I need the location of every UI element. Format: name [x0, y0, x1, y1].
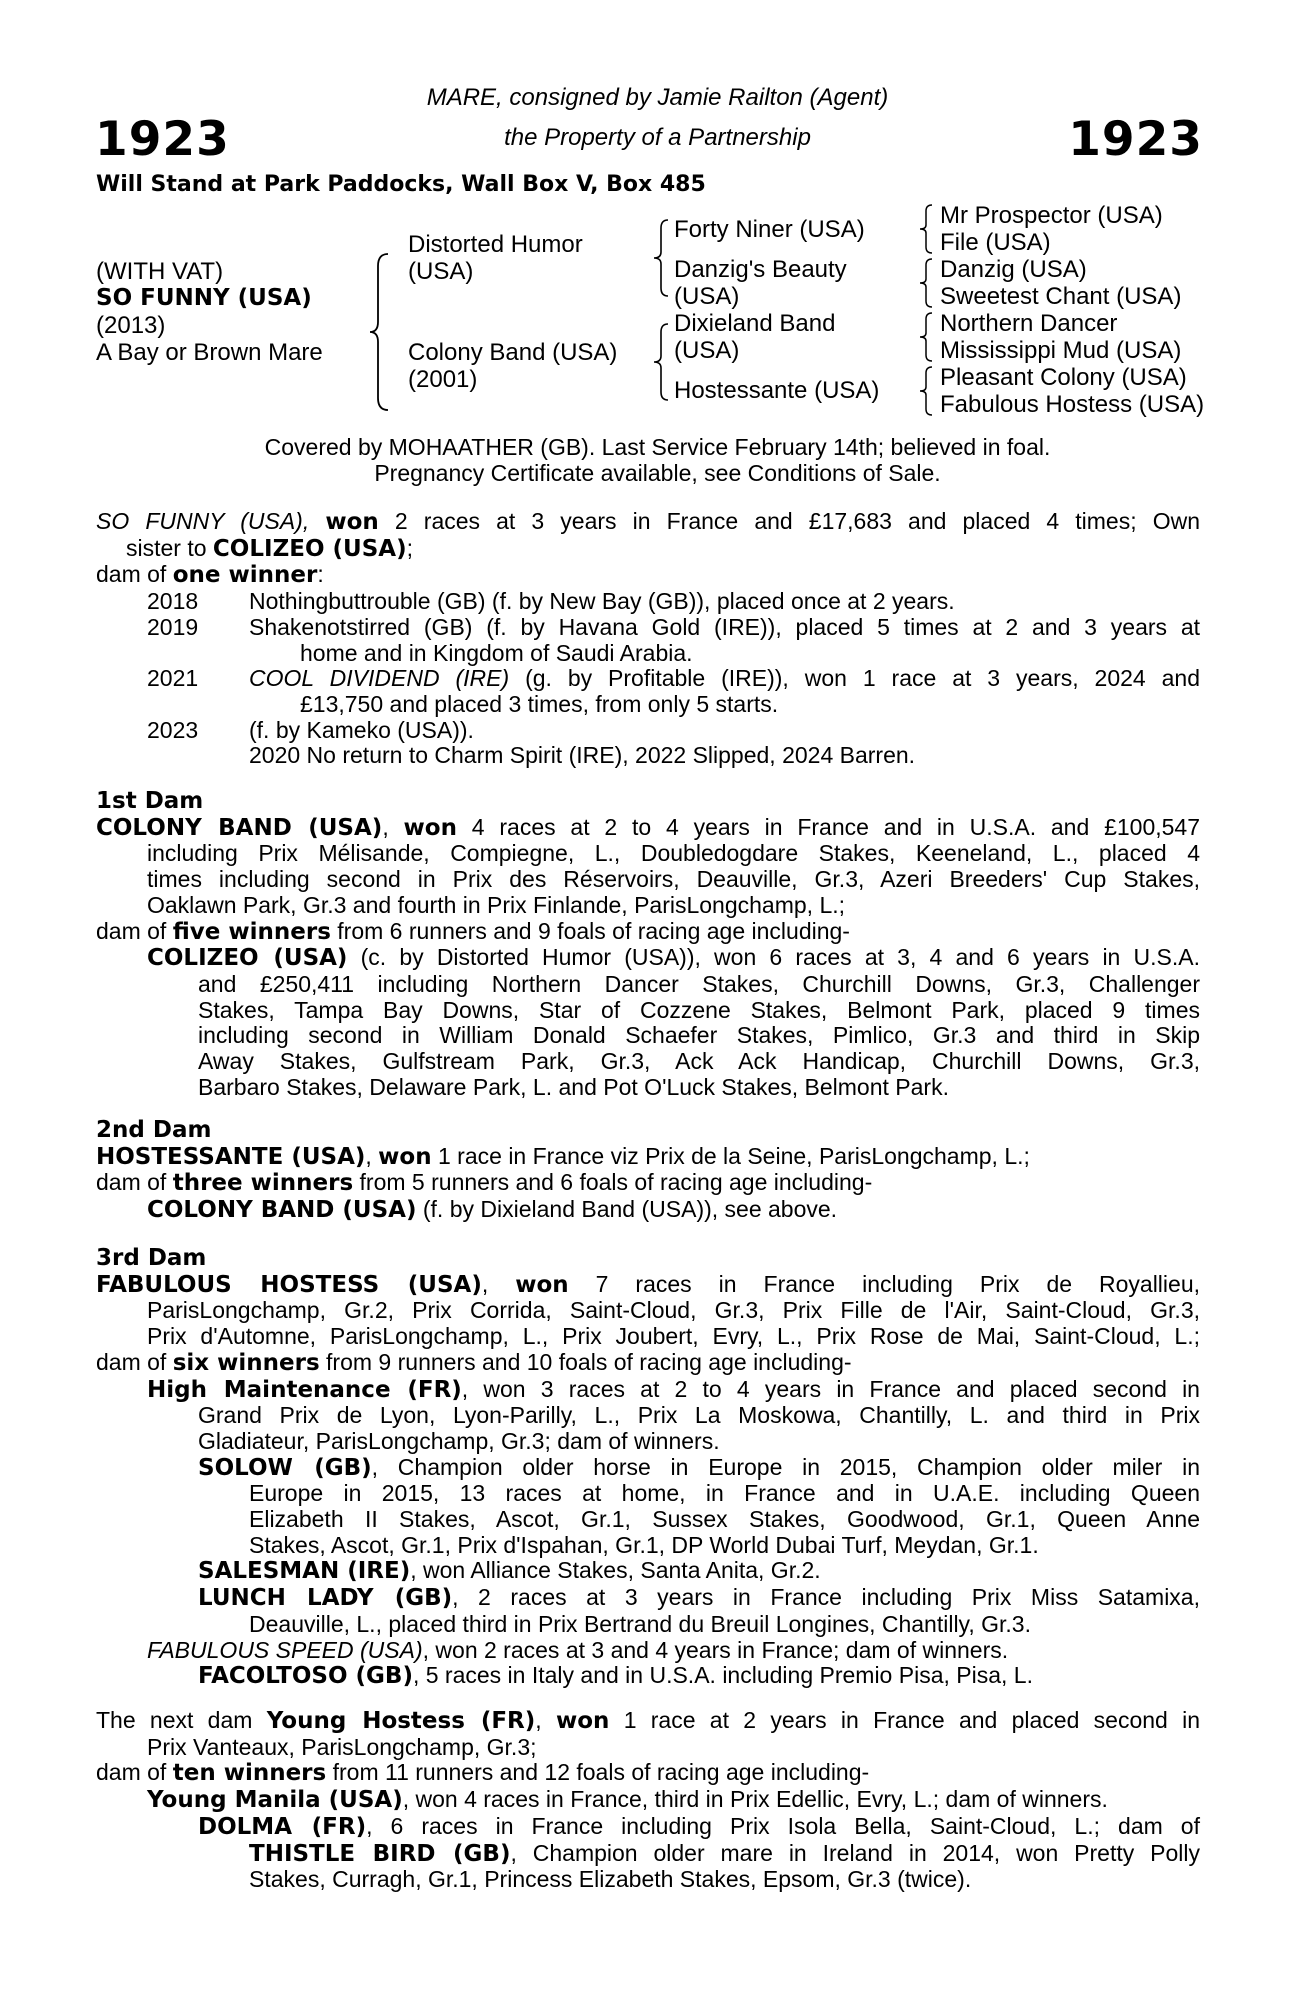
lunch-lady-line-1: , 2 races at 3 years in France including Prix Miss Satamixa,	[452, 1584, 1200, 1611]
dam-sire-line2: (USA)	[674, 337, 740, 364]
first-dam-line-2: including Prix Mélisande, Compiegne, L., Doubledogdare Stakes, Keeneland, L., placed 4	[147, 840, 1200, 867]
progeny-row	[96, 615, 1200, 666]
sire-sire: Forty Niner (USA)	[674, 216, 865, 243]
pedigree-brace-ds	[918, 311, 934, 363]
first-dam-line-3: times including second in Prix des Réservoirs, Deauville, Gr.3, Azeri Breeders' Cup Stakes,	[147, 866, 1200, 893]
solow-line-2: Europe in 2015, 13 races at home, in France and in U.A.E. including Queen	[249, 1480, 1200, 1507]
colizeo-line-2: and £250,411 including Northern Dancer Stakes, Churchill Downs, Gr.3, Challenger	[198, 970, 1200, 997]
progeny-row	[96, 666, 1200, 717]
next-dam-section: The next dam Young Hostess (FR), won 1 race at 2 years in France and placed second in Prix Vanteaux, ParisLongchamp, Gr.3; dam of ten winners from 11 runners and 12 foals of racing age including- Young Manila (USA), won 4 races in France, third in Prix Edellic, Evry, L.; dam of winners. DOLMA (FR), 6 races in France including Prix Isola Bella, Saint-Cloud, L.; dam of THISTLE BIRD (GB), Champion older mare in Ireland in 2014, won Pretty Polly Stakes, Curragh, Gr.1, Princess Elizabeth Stakes, Epsom, Gr.3 (twice).	[96, 1707, 1201, 1893]
salesman-rest: , won Alliance Stakes, Santa Anita, Gr.2.	[410, 1557, 821, 1584]
won-label: won	[378, 1143, 432, 1170]
progeny-text: (f. by Kameko (USA)).	[249, 716, 474, 743]
dolma-name: DOLMA (FR)	[198, 1813, 367, 1840]
progeny-note: 2020 No return to Charm Spirit (IRE), 2022 Slipped, 2024 Barren.	[249, 742, 916, 769]
progeny-year: 2021	[147, 665, 199, 692]
dam-sire-line1: Dixieland Band	[674, 310, 836, 337]
dam-dam: Hostessante (USA)	[674, 377, 880, 404]
intro-line-2: sister to	[126, 534, 207, 561]
facoltoso-rest: , 5 races in Italy and in U.S.A. including Premio Pisa, Pisa, L.	[412, 1662, 1033, 1689]
pedigree-brace-sire	[652, 218, 670, 298]
young-hostess-name: Young Hostess (FR)	[266, 1708, 536, 1734]
dam-name-line1: Colony Band (USA)	[408, 339, 618, 366]
second-dam-name: HOSTESSANTE (USA)	[96, 1143, 366, 1170]
colizeo-name: COLIZEO (USA)	[147, 945, 348, 972]
young-manila-rest: , won 4 races in France, third in Prix Edellic, Evry, L.; dam of winners.	[402, 1786, 1108, 1813]
covered-line-1: Covered by MOHAATHER (GB). Last Service February 14th; believed in foal.	[264, 434, 1051, 460]
pedigree-brace-dam	[652, 322, 670, 402]
horse-name: SO FUNNY (USA)	[96, 285, 312, 311]
dam-of-label: dam of	[96, 1759, 167, 1786]
high-maintenance-line-1: , won 3 races at 2 to 4 years in France and placed second in	[461, 1375, 1200, 1402]
covered-line-2: Pregnancy Certificate available, see Conditions of Sale.	[374, 460, 941, 486]
fabulous-speed-name: FABULOUS SPEED (USA)	[147, 1636, 423, 1663]
colizeo-line-5: Away Stakes, Gulfstream Park, Gr.3, Ack Ack Handicap, Churchill Downs, Gr.3,	[198, 1048, 1200, 1075]
pedigree-brace-dd	[918, 365, 934, 417]
stand-location: Will Stand at Park Paddocks, Wall Box V, Box 485	[96, 172, 706, 197]
dam-of-rest: from 9 runners and 10 foals of racing age including-	[326, 1348, 852, 1375]
winners-count: ten winners	[172, 1760, 327, 1787]
pedigree-brace-sd	[918, 257, 934, 309]
progeny-name: COOL DIVIDEND (IRE)	[249, 665, 510, 692]
progeny-text: home and in Kingdom of Saudi Arabia.	[300, 639, 693, 666]
dam-of-rest: from 5 runners and 6 foals of racing age including-	[359, 1169, 873, 1196]
first-dam-heading: 1st Dam	[96, 788, 204, 814]
horse-year: (2013)	[96, 312, 166, 339]
fabulous-speed-rest: , won 2 races at 3 and 4 years in France; dam of winners.	[422, 1636, 1009, 1663]
third-dam-line-1: 7 races in France including Prix de Royallieu,	[595, 1270, 1201, 1297]
winners-count: six winners	[172, 1349, 320, 1376]
third-dam-line-2: ParisLongchamp, Gr.2, Prix Corrida, Saint-Cloud, Gr.3, Prix Fille de l'Air, Saint-Cloud, Gr.3,	[147, 1297, 1200, 1324]
sister-name: COLIZEO (USA)	[212, 535, 407, 562]
third-dam-name: FABULOUS HOSTESS (USA)	[96, 1271, 482, 1298]
dam-of-colon: :	[317, 561, 324, 588]
horse-vat: (WITH VAT)	[96, 258, 224, 285]
thistle-bird-name: THISTLE BIRD (GB)	[249, 1840, 511, 1867]
won-label: won	[555, 1708, 610, 1734]
colony-band-name: COLONY BAND (USA)	[147, 1197, 417, 1224]
pedigree-ssd: File (USA)	[940, 229, 1051, 256]
next-dam-label: The next dam	[96, 1707, 253, 1733]
solow-name: SOLOW (GB)	[198, 1454, 372, 1481]
pedigree-dsd: Mississippi Mud (USA)	[940, 337, 1182, 364]
thistle-bird-line-1: , Champion older mare in Ireland in 2014, won Pretty Polly	[510, 1839, 1200, 1866]
progeny-year: 2023	[147, 716, 199, 743]
solow-line-3: Elizabeth II Stakes, Ascot, Gr.1, Sussex Stakes, Goodwood, Gr.1, Queen Anne	[249, 1506, 1200, 1533]
dam-name-line2: (2001)	[408, 366, 478, 393]
pedigree-ddd: Fabulous Hostess (USA)	[940, 391, 1205, 418]
horse-description: A Bay or Brown Mare	[96, 339, 323, 366]
progeny-row	[96, 589, 1200, 615]
won-label: won	[403, 814, 457, 841]
sire-name-line1: Distorted Humor	[408, 231, 583, 258]
dam-of-label: dam of	[96, 1169, 167, 1196]
solow-line-4: Stakes, Ascot, Gr.1, Prix d'Ispahan, Gr.1, DP World Dubai Turf, Meydan, Gr.1.	[249, 1531, 1039, 1558]
pedigree-dss: Northern Dancer	[940, 310, 1118, 337]
thistle-bird-line-2: Stakes, Curragh, Gr.1, Princess Elizabeth Stakes, Epsom, Gr.3 (twice).	[249, 1866, 972, 1893]
pedigree-brace-ss	[918, 203, 934, 255]
lunch-lady-line-2: Deauville, L., placed third in Prix Bertrand du Breuil Longines, Chantilly, Gr.3.	[249, 1610, 1031, 1637]
next-dam-line-1: 1 race at 2 years in France and placed second in	[623, 1707, 1201, 1733]
sire-dam-line1: Danzig's Beauty	[674, 256, 847, 283]
progeny-text: (g. by Profitable (IRE)), won 1 race at 3 years, 2024 and	[509, 665, 1200, 692]
second-dam-heading: 2nd Dam	[96, 1117, 212, 1143]
second-dam-section: 2nd Dam HOSTESSANTE (USA), won 1 race in France viz Prix de la Seine, ParisLongchamp, L.; dam of three winners from 5 runners and 6 foals of racing age including- COLONY BAND (USA) (f. by Dixieland Band (USA)), see above.	[96, 1118, 1200, 1224]
progeny-text: Nothingbuttrouble (GB) (f. by New Bay (GB)), placed once at 2 years.	[249, 588, 955, 615]
sire-dam-line2: (USA)	[674, 283, 740, 310]
intro-line-1: 2 races at 3 years in France and £17,683 and placed 4 times; Own	[394, 508, 1200, 534]
facoltoso-name: FACOLTOSO (GB)	[198, 1663, 413, 1690]
salesman-name: SALESMAN (IRE)	[198, 1558, 411, 1585]
consignment-line-2: the Property of a Partnership	[504, 124, 811, 151]
won-label: won	[515, 1271, 569, 1298]
young-manila-name: Young Manila (USA)	[147, 1787, 403, 1814]
third-dam-line-3: Prix d'Automne, ParisLongchamp, L., Prix Joubert, Evry, L., Prix Rose de Mai, Saint-Cloud, L.;	[147, 1323, 1200, 1350]
first-dam-line-4: Oaklawn Park, Gr.3 and fourth in Prix Finlande, ParisLongchamp, L.;	[147, 891, 846, 918]
third-dam-heading: 3rd Dam	[96, 1245, 207, 1271]
first-dam-section: 1st Dam COLONY BAND (USA), won 4 races at 2 to 4 years in France and in U.S.A. and £100,547 including Prix Mélisande, Compiegne, L., Doubledogdare Stakes, Keeneland, L., placed 4 times including second in Prix des Réservoirs, Deauville, Gr.3, Azeri Breeders' Cup Stakes, Oaklawn Park, Gr.3 and fourth in Prix Finlande, ParisLongchamp, L.; dam of five winners from 6 runners and 9 foals of racing age including- COLIZEO (USA) (c. by Distorted Humor (USA)), won 6 races at 3, 4 and 6 years in U.S.A. and £250,411 including Northern Dancer Stakes, Churchill Downs, Gr.3, Challenger Stakes, Tampa Bay Downs, Star of Cozzene Stakes, Belmont Park, placed 9 times including second in William Donald Schaefer Stakes, Pimlico, Gr.3 and third in Skip Away Stakes, Gulfstream Park, Gr.3, Ack Ack Handicap, Churchill Downs, Gr.3, Barbaro Stakes, Delaware Park, L. and Pot O'Luck Stakes, Belmont Park.	[96, 788, 1200, 1100]
high-maintenance-name: High Maintenance (FR)	[147, 1376, 462, 1403]
dam-of-label: dam of	[96, 561, 167, 588]
dolma-line-1: , 6 races in France including Prix Isola Bella, Saint-Cloud, L.; dam of	[366, 1812, 1200, 1839]
dam-of-rest: from 11 runners and 12 foals of racing age including-	[332, 1759, 870, 1786]
dam-of-rest: from 6 runners and 9 foals of racing age including-	[337, 917, 850, 944]
pedigree-brace-main	[368, 252, 390, 412]
intro-line-2-end: ;	[406, 534, 413, 561]
intro-section	[96, 509, 1200, 769]
pedigree-sds: Danzig (USA)	[940, 256, 1087, 283]
sire-name-line2: (USA)	[408, 258, 474, 285]
pedigree-sdd: Sweetest Chant (USA)	[940, 283, 1182, 310]
pedigree-sss: Mr Prospector (USA)	[940, 202, 1163, 229]
winners-count: one winner	[172, 562, 318, 589]
third-dam-section: 3rd Dam FABULOUS HOSTESS (USA), won 7 races in France including Prix de Royallieu, ParisLongchamp, Gr.2, Prix Corrida, Saint-Cloud, Gr.3, Prix Fille de l'Air, Saint-Cloud, Gr.3, Prix d'Automne, ParisLongchamp, L., Prix Joubert, Evry, L., Prix Rose de Mai, Saint-Cloud, L.; dam of six winners from 9 runners and 10 foals of racing age including- High Maintenance (FR), won 3 races at 2 to 4 years in France and placed second in Grand Prix de Lyon, Lyon-Parilly, L., Prix La Moskowa, Chantilly, L. and third in Prix Gladiateur, ParisLongchamp, Gr.3; dam of winners. SOLOW (GB), Champion older horse in Europe in 2015, Champion older miler in Europe in 2015, 13 races at home, in France and in U.A.E. including Queen Elizabeth II Stakes, Ascot, Gr.1, Sussex Stakes, Goodwood, Gr.1, Queen Anne Stakes, Ascot, Gr.1, Prix d'Ispahan, Gr.1, DP World Dubai Turf, Meydan, Gr.1. SALESMAN (IRE), won Alliance Stakes, Santa Anita, Gr.2. LUNCH LADY (GB), 2 races at 3 years in France including Prix Miss Satamixa, Deauville, L., placed third in Prix Bertrand du Breuil Longines, Chantilly, Gr.3. FABULOUS SPEED (USA), won 2 races at 3 and 4 years in France; dam of winners. FACOLTOSO (GB), 5 races in Italy and in U.S.A. including Premio Pisa, Pisa, L.	[96, 1245, 1201, 1690]
colizeo-line-1: (c. by Distorted Humor (USA)), won 6 races at 3, 4 and 6 years in U.S.A.	[347, 944, 1200, 971]
winners-count: five winners	[172, 918, 331, 945]
lot-number-left: 1923	[95, 112, 230, 167]
lot-number-right: 1923	[1068, 112, 1203, 167]
progeny-text: £13,750 and placed 3 times, from only 5 starts.	[300, 690, 779, 717]
dam-of-label: dam of	[96, 1348, 167, 1375]
winners-count: three winners	[172, 1170, 354, 1197]
progeny-year: 2019	[147, 613, 199, 640]
first-dam-line-1: 4 races at 2 to 4 years in France and in U.S.A. and £100,547	[471, 813, 1200, 840]
high-maintenance-line-2: Grand Prix de Lyon, Lyon-Parilly, L., Prix La Moskowa, Chantilly, L. and third in Prix	[198, 1402, 1200, 1429]
consignment-line-1: MARE, consigned by Jamie Railton (Agent)	[426, 84, 889, 111]
colizeo-line-4: including second in William Donald Schaefer Stakes, Pimlico, Gr.3 and third in Skip	[198, 1022, 1200, 1049]
colizeo-line-6: Barbaro Stakes, Delaware Park, L. and Pot O'Luck Stakes, Belmont Park.	[198, 1073, 949, 1100]
high-maintenance-line-3: Gladiateur, ParisLongchamp, Gr.3; dam of winners.	[198, 1427, 720, 1454]
solow-line-1: , Champion older horse in Europe in 2015, Champion older miler in	[371, 1453, 1200, 1480]
pedigree-dds: Pleasant Colony (USA)	[940, 364, 1187, 391]
next-dam-line-2: Prix Vanteaux, ParisLongchamp, Gr.3;	[147, 1733, 537, 1760]
dam-of-label: dam of	[96, 917, 167, 944]
colizeo-line-3: Stakes, Tampa Bay Downs, Star of Cozzene Stakes, Belmont Park, placed 9 times	[198, 996, 1200, 1023]
second-dam-line-1: 1 race in France viz Prix de la Seine, ParisLongchamp, L.;	[438, 1142, 1030, 1169]
first-dam-name: COLONY BAND (USA)	[96, 814, 383, 841]
colony-band-rest: (f. by Dixieland Band (USA)), see above.	[416, 1196, 838, 1223]
lunch-lady-name: LUNCH LADY (GB)	[198, 1585, 453, 1612]
progeny-row	[96, 718, 1200, 744]
won-label: won	[325, 509, 379, 535]
progeny-text: Shakenotstirred (GB) (f. by Havana Gold (IRE)), placed 5 times at 2 and 3 years at	[249, 613, 1200, 640]
progeny-year: 2018	[147, 588, 199, 615]
mare-name: SO FUNNY (USA),	[96, 508, 310, 534]
